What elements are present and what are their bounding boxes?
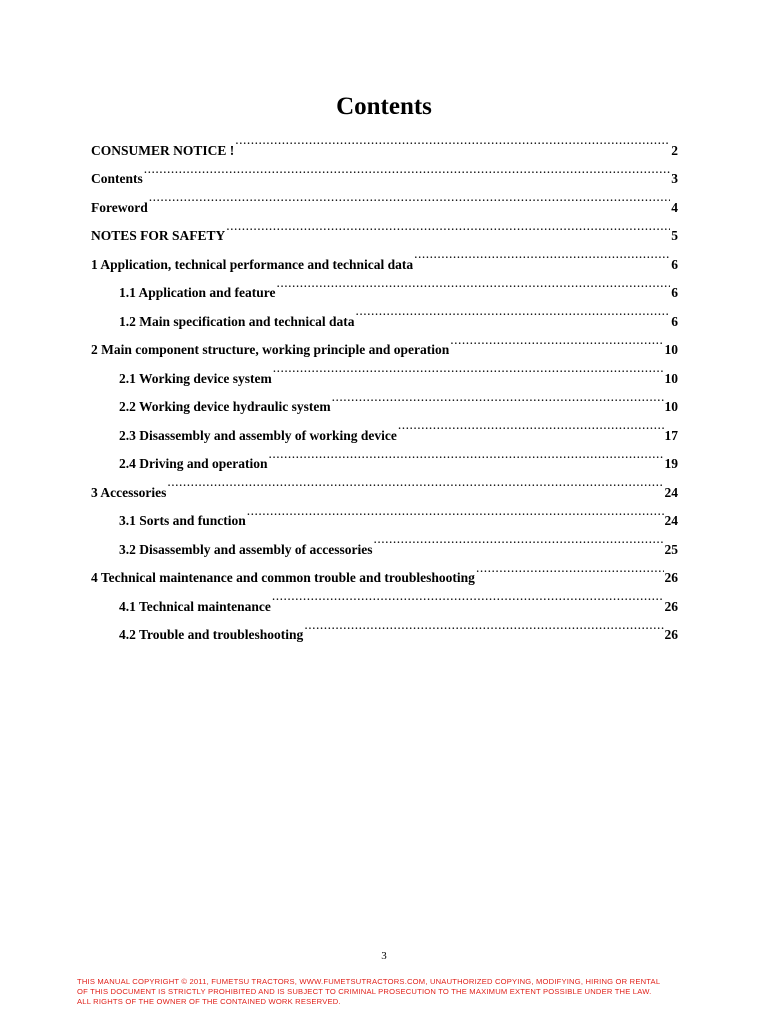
toc-entry-label: 3.1 Sorts and function — [119, 513, 246, 528]
toc-entry-page: 2 — [671, 142, 678, 158]
page-number: 3 — [381, 950, 387, 962]
toc-entry-page: 26 — [664, 627, 678, 642]
toc-entry-page: 24 — [664, 484, 678, 500]
toc-dot-leader — [272, 582, 664, 611]
toc-entry-page: 10 — [664, 342, 678, 357]
toc-entry-label: 3.2 Disassembly and assembly of accessories — [119, 541, 373, 557]
toc-entry-label: 3 Accessories — [91, 484, 167, 500]
toc-dot-leader — [167, 468, 663, 497]
toc-entry-page: 24 — [664, 513, 678, 528]
toc-entry-page: 6 — [671, 256, 678, 272]
page-title: Contents — [336, 93, 432, 120]
toc-entry-label: 2.2 Working device hydraulic system — [119, 399, 331, 414]
toc-dot-leader — [356, 297, 671, 326]
toc-dot-leader — [247, 497, 664, 526]
toc-dot-leader — [149, 183, 671, 212]
toc-entry-label: Foreword — [91, 199, 148, 215]
toc-entry-page: 26 — [664, 598, 678, 614]
toc-dot-leader — [235, 126, 670, 155]
toc-entry-label: 2.3 Disassembly and assembly of working device — [119, 427, 397, 443]
toc-dot-leader — [450, 326, 663, 355]
toc-entry-page: 17 — [664, 427, 678, 443]
copyright-notice — [77, 977, 717, 1007]
toc-dot-leader — [277, 269, 671, 298]
toc-entry-label: 2.1 Working device system — [119, 370, 272, 386]
toc-dot-leader — [398, 411, 664, 440]
toc-entry[interactable] — [91, 212, 678, 241]
toc-entry-page: 10 — [664, 399, 678, 414]
toc-entry-label: 4 Technical maintenance and common trouble and troubleshooting — [91, 570, 475, 585]
toc-subentry[interactable] — [91, 497, 678, 526]
toc-dot-leader — [269, 440, 664, 469]
toc-entry-label: 1.2 Main specification and technical data — [119, 313, 355, 329]
toc-entry-label: CONSUMER NOTICE ! — [91, 142, 235, 158]
toc-entry-label: 2 Main component structure, working principle and operation — [91, 342, 450, 357]
toc-entry[interactable] — [91, 126, 678, 158]
toc-dot-leader — [332, 383, 664, 412]
toc-entry[interactable] — [91, 468, 678, 500]
toc-dot-leader — [374, 525, 664, 554]
toc-entry-label: 2.4 Driving and operation — [119, 456, 268, 471]
toc-entry-page: 10 — [664, 370, 678, 386]
toc-dot-leader — [226, 212, 670, 241]
toc-entry-page: 6 — [671, 313, 678, 329]
toc-entry-page: 5 — [671, 228, 678, 243]
toc-dot-leader — [414, 240, 670, 269]
toc-dot-leader — [144, 155, 670, 184]
toc-entry-page: 25 — [664, 541, 678, 557]
toc-dot-leader — [304, 611, 663, 640]
toc-entry-label: NOTES FOR SAFETY — [91, 228, 226, 243]
toc-entry-page: 3 — [671, 171, 678, 186]
toc-entry-label: 1.1 Application and feature — [119, 285, 276, 300]
toc-entry-page: 19 — [664, 456, 678, 471]
table-of-contents — [91, 126, 678, 642]
toc-dot-leader — [273, 354, 664, 383]
toc-entry-label: 4.1 Technical maintenance — [119, 598, 271, 614]
toc-entry-label: Contents — [91, 171, 143, 186]
copyright-line: THIS MANUAL COPYRIGHT © 2011, FUMETSU TRACTORS, WWW.FUMETSUTRACTORS.COM, UNAUTHORIZED COPYING, MODIFYING, HIRING OR RENTAL — [77, 977, 661, 986]
toc-entry[interactable] — [91, 155, 678, 184]
toc-dot-leader — [476, 554, 664, 583]
toc-entry-label: 4.2 Trouble and troubleshooting — [119, 627, 304, 642]
toc-entry[interactable] — [91, 183, 678, 215]
copyright-line: ALL RIGHTS OF THE OWNER OF THE CONTAINED WORK RESERVED. — [77, 997, 341, 1006]
toc-entry-label: 1 Application, technical performance and technical data — [91, 256, 414, 272]
toc-entry-page: 26 — [664, 570, 678, 585]
toc-entry-page: 6 — [671, 285, 678, 300]
toc-entry-page: 4 — [671, 199, 678, 215]
copyright-line: OF THIS DOCUMENT IS STRICTLY PROHIBITED AND IS SUBJECT TO CRIMINAL PROSECUTION TO THE MAXIMUM EXTENT POSSIBLE UNDER THE LAW. — [77, 987, 652, 996]
